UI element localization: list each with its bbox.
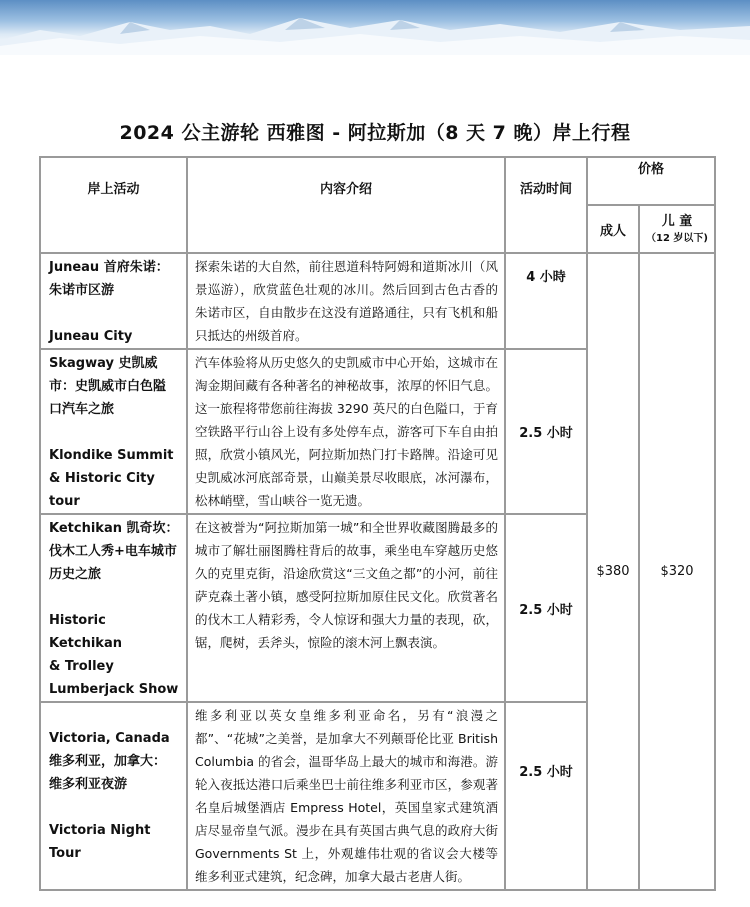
activity-name-cn: 口汽车之旅: [49, 402, 115, 417]
table-row: [40, 253, 715, 349]
activity-name-en: Lumberjack Show: [49, 682, 179, 697]
duration-cell: 2.5 小时: [505, 702, 587, 890]
activity-name-en: & Historic City tour: [49, 471, 155, 509]
activity-name-cn: Juneau 首府朱诺：: [49, 260, 169, 275]
activity-name-cn: Skagway 史凯威: [49, 356, 158, 371]
itinerary-table: [39, 156, 716, 891]
header-price: 价格: [587, 157, 715, 205]
snowy-mountain-illustration: [0, 0, 750, 55]
adult-price: $380: [587, 253, 639, 890]
duration-cell: 2.5 小时: [505, 349, 587, 514]
activity-name-cn: 维多利亚夜游: [49, 777, 128, 792]
activity-cell: [40, 514, 187, 702]
activity-name-en: Historic Ketchikan: [49, 613, 122, 651]
duration-cell: 4 小時: [505, 253, 587, 349]
activity-name-cn: Ketchikan 凯奇坎：: [49, 521, 179, 536]
header-duration: 活动时间: [505, 157, 587, 253]
header-child-label: 儿 童: [661, 214, 693, 229]
child-price: $320: [639, 253, 715, 890]
table-header-row: [40, 157, 715, 205]
activity-name-cn: 历史之旅: [49, 567, 102, 582]
description-cell: 在这被誉为“阿拉斯加第一城”和全世界收藏图腾最多的城市了解壮丽图腾柱背后的故事，乘坐电车穿越历史悠久的克里克街，沿途欣赏这“三文鱼之都”的小河，前往萨克森土著小镇，感受阿拉斯加原住民文化。欣赏著名的伐木工人精彩秀，令人惊讶和强大力量的表现，砍，锯，爬树，丢斧头，惊险的滚木河上飘表演。: [187, 514, 505, 702]
activity-name-cn: Victoria, Canada: [49, 731, 170, 746]
page-title: 2024 公主游轮 西雅图 - 阿拉斯加（8 天 7 晚）岸上行程: [119, 122, 631, 144]
activity-name-cn: 维多利亚，加拿大：: [49, 754, 167, 769]
header-activity: 岸上活动: [40, 157, 187, 253]
activity-name-en: Klondike Summit: [49, 448, 174, 463]
description-cell: 维多利亚以英女皇维多利亚命名，另有“浪漫之都”、“花城”之美誉，是加拿大不列颠哥伦比亚 British Columbia 的省会，温哥华岛上最大的城市和海港。游轮入夜抵达港口后乘坐巴士前往维多利亚市区，参观著名皇后城堡酒店 Empress Hotel，英国皇家式建筑酒店尽显帝皇气派。漫步在具有英国古典气息的政府大街 Governments St 上，外观雄伟壮观的省议会大楼等维多利亚式建筑，纪念碑，加拿大最古老唐人街。: [187, 702, 505, 890]
header-child: [639, 205, 715, 253]
header-adult: 成人: [587, 205, 639, 253]
activity-cell: [40, 349, 187, 514]
duration-cell: 2.5 小时: [505, 514, 587, 702]
activity-cell: [40, 702, 187, 890]
activity-name-en: Juneau City: [49, 329, 133, 344]
activity-name-en: & Trolley: [49, 659, 114, 674]
header-banner-image: [0, 0, 750, 55]
header-description: 内容介绍: [187, 157, 505, 253]
description-cell: 汽车体验将从历史悠久的史凯威市中心开始，这城市在淘金期间藏有各种著名的神秘故事，浓厚的怀旧气息。这一旅程将带您前往海拔 3290 英尺的白色隘口，于育空铁路平行山谷上设有多处停车点，游客可下车自由拍照，欣赏小镇风光，阿拉斯加热门打卡路牌。沿途可见史凯威冰河底部奇景，山巅美景尽收眼底，冰河瀑布，松林峭壁，雪山峡谷一览无遗。: [187, 349, 505, 514]
activity-cell: [40, 253, 187, 349]
description-cell: 探索朱诺的大自然，前往恩道科特阿姆和道斯冰川（风景巡游），欣赏蓝色壮观的冰川。然后回到古色古香的朱诺市区，自由散步在这没有道路通往，只有飞机和船只抵达的州级首府。: [187, 253, 505, 349]
activity-name-cn: 市：史凯威市白色隘: [49, 379, 167, 394]
activity-name-en: Victoria Night Tour: [49, 823, 151, 861]
header-child-age: （12 岁以下): [646, 233, 708, 244]
activity-name-cn: 伐木工人秀+电车城市: [49, 544, 177, 559]
activity-name-cn: 朱诺市区游: [49, 283, 115, 298]
